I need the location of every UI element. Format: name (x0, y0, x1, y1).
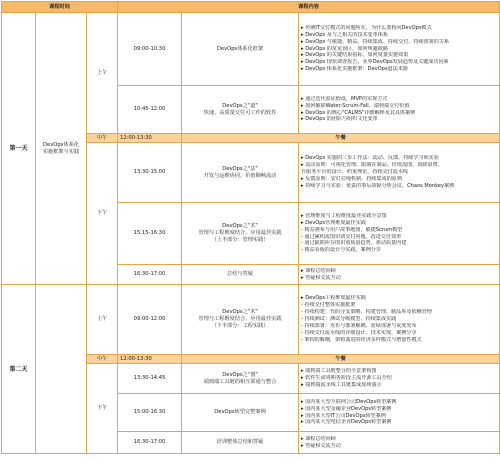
time-slot: 09:00-12:00 (118, 285, 182, 355)
period-am: 上午 (87, 13, 118, 134)
session-topic (182, 285, 299, 355)
content-item: ▸ 传统IT交付模式的问题所在，为什么要转向DevOps模式 (301, 24, 432, 31)
content-item: - 持续部署：发布与部署解耦、蓝绿部署与灰度发布 (301, 322, 417, 329)
topic-line: 总结与答疑 (227, 271, 253, 277)
content-item: ▸ DevOps 及与之相关的技术变革体系 (301, 31, 388, 38)
content-item: - 持续测试：测试分级模型、持续集成实践 (301, 316, 397, 323)
session-content (299, 86, 500, 134)
content-item: - 持续交付整体实施框架 (301, 302, 356, 309)
topic-line: DevOps之"术" (222, 309, 258, 315)
session-topic (182, 13, 299, 86)
topic-line: 管理与工程维度结合，应用最佳实践 (198, 230, 282, 236)
topic-line: DevOps之"器" (222, 371, 258, 378)
content-item: - 持续交付流水线的详细设计、技术实现，案例分享 (301, 329, 417, 336)
content-item: ▸ 持续学习与实验：免责的事后故障分析会议、Chaos Monkey案例 (301, 182, 455, 189)
session-topic (182, 265, 299, 285)
content-item: ▸ DevOps工程维度最佳实践 (301, 295, 366, 302)
session-topic (182, 86, 299, 134)
session-content (299, 203, 500, 265)
content-item: - 通过缺陷库存图识别质量趋势，驱动质量内建 (301, 240, 407, 247)
header-content: 课程内容 (118, 2, 500, 13)
content-item: - 精益看板的设计与实践，案例分享 (301, 247, 381, 254)
time-slot: 10:45-12:00 (118, 86, 182, 134)
topic-line: DevOps之"道" (222, 102, 258, 109)
session-topic (182, 364, 299, 394)
content-item: ▸ 答疑和交流互动 (301, 442, 341, 449)
content-item: ▸ DevOps 体系化实施框架：DevOps道法术器 (301, 66, 408, 73)
topic-line: 管理与工程维度结合，应用最佳实践 (198, 316, 282, 322)
lunch-label: 午餐 (182, 355, 500, 364)
session-topic (182, 394, 299, 432)
content-item: ▸ 反馈原则：安灯拉绳机制、持续集成的原则 (301, 175, 402, 182)
content-item: ▸ 答疑和交流互动 (301, 274, 341, 281)
day-theme-line: DevOps体系化 (43, 141, 79, 148)
table-row (2, 13, 500, 86)
period-pm: 下午 (87, 364, 118, 454)
topic-line: （上半部分：管理实践） (211, 237, 269, 243)
session-content (299, 285, 500, 355)
content-item: ▸ 通过迭代验证假设，MVP的实现方式 (301, 95, 388, 102)
content-item: - 通过累积流图识别交付问题，改进交付效率 (301, 233, 402, 240)
content-item: ▸ DevOps 现状调查报告，业界DevOps发展趋势及关键成功因素 (301, 59, 449, 66)
topic-line: DevOps之"法" (222, 165, 258, 172)
time-slot: 16:30-17:00 (118, 265, 182, 285)
topic-line: 快速、高质量交付可工作的软件 (203, 109, 277, 116)
table-row (2, 285, 500, 355)
time-slot: 16:30-17:00 (118, 432, 182, 454)
session-content (299, 432, 500, 454)
topic-line: DevOps转型完整案例 (214, 409, 266, 415)
content-item: ▸ 国内某大型互联网公司DevOps转型案例 (301, 398, 397, 405)
time-slot: 12:00-13:30 (118, 355, 182, 364)
topic-line: DevOps体系化框架 (216, 45, 264, 52)
content-item: ▸ 国内某大型金融企业DevOps转型案例 (301, 405, 392, 412)
content-item: ▸ DevOps 的核心"CALMS"详细解释及其具体案例 (301, 109, 416, 116)
content-item: ▸ 课程总结回顾 (301, 267, 336, 274)
topic-line: 端到端工具链的相互联通与整合 (203, 378, 277, 385)
content-item: 自服务平台的设计、约束理论、持续交付流水线 (301, 169, 409, 176)
course-schedule-table (1, 1, 500, 454)
content-item: - 持续构建：代码分支策略、构建管理、制品库及依赖管理 (301, 309, 432, 316)
session-content (299, 265, 500, 285)
content-item: ▸ DevOps 的常见误区，如何规避歧路 (301, 45, 388, 52)
period-am: 上午 (87, 285, 118, 355)
content-item: - 精益画布与用户故事地图，敏捷Scrum模型 (301, 226, 403, 233)
time-slot: 13:30-14:45 (118, 364, 182, 394)
content-item: - 架构的解耦，架构演进的经济多样模式与增量性模式 (301, 336, 422, 343)
topic-line: （下半部分：工程实践） (211, 323, 269, 329)
content-item: ▸ DevOps 的团队与组织文化变革 (301, 116, 378, 123)
time-slot: 09:00-10:30 (118, 13, 182, 86)
content-item: ▸ 国内某大型电信企业DevOps转型案例 (301, 419, 392, 426)
topic-line: 培训整体总结和答疑 (216, 439, 264, 445)
period-noon: 中午 (87, 355, 118, 364)
content-item: ▸ 管理维度与工程维度最佳实践全景图 (301, 212, 387, 219)
day-label: 第二天 (2, 285, 36, 454)
session-content (299, 143, 500, 203)
content-item: ▸ 国内某大型IT公司DevOps转型案例 (301, 412, 386, 419)
session-content (299, 394, 500, 432)
topic-line: 开发与运维协同，价值顺畅流动 (203, 172, 277, 179)
time-slot: 15:00-16:30 (118, 394, 182, 432)
day-theme (36, 13, 87, 285)
time-slot: 12:00-13:30 (118, 134, 182, 143)
content-item: ▸ 课程总结回顾 (301, 435, 336, 442)
time-slot: 13:30-15:00 (118, 143, 182, 203)
session-content (299, 13, 500, 86)
session-topic (182, 432, 299, 454)
content-item: ▸ 端到端流水线工具链集成现场演示 (301, 381, 382, 388)
day-theme-line: 实施框架与实践 (42, 148, 80, 155)
content-item: ▸ DevOps 的关键结果指标，如何度量实施效果 (301, 52, 409, 59)
period-pm: 下午 (87, 143, 118, 285)
content-item: ▸ 软件生命周期各阶段主流开源工具介绍 (301, 375, 392, 382)
lunch-label: 午餐 (182, 134, 500, 143)
time-slot: 15:15-16:30 (118, 203, 182, 265)
content-item: ▸ 流动原则：可视化管理、限制在制品、价值流图、消除浪费、 (301, 162, 443, 169)
header-row (2, 2, 500, 13)
content-item: ▸ DevOps 实施的三步工作法：流动、反馈、持续学习和实验 (301, 155, 439, 162)
period-noon: 中午 (87, 134, 118, 143)
content-item: ▸ 如何破除Water-Scrum-Fall，端到端交付价值 (301, 102, 410, 109)
day-theme (36, 285, 87, 454)
session-content (299, 364, 500, 394)
session-topic (182, 143, 299, 203)
content-item: ▸ DevOps 与敏捷、精益、持续集成、持续交付、持续部署的关系 (301, 38, 450, 45)
content-item: ▸ DevOps管理维度最佳实践 (301, 219, 366, 226)
header-time: 课程时间 (2, 2, 118, 13)
day-label: 第一天 (2, 13, 36, 285)
topic-line: DevOps之"术" (222, 223, 258, 229)
content-item: ▸ 端到端工具链整合的全景架构图 (301, 368, 377, 375)
session-topic (182, 203, 299, 265)
